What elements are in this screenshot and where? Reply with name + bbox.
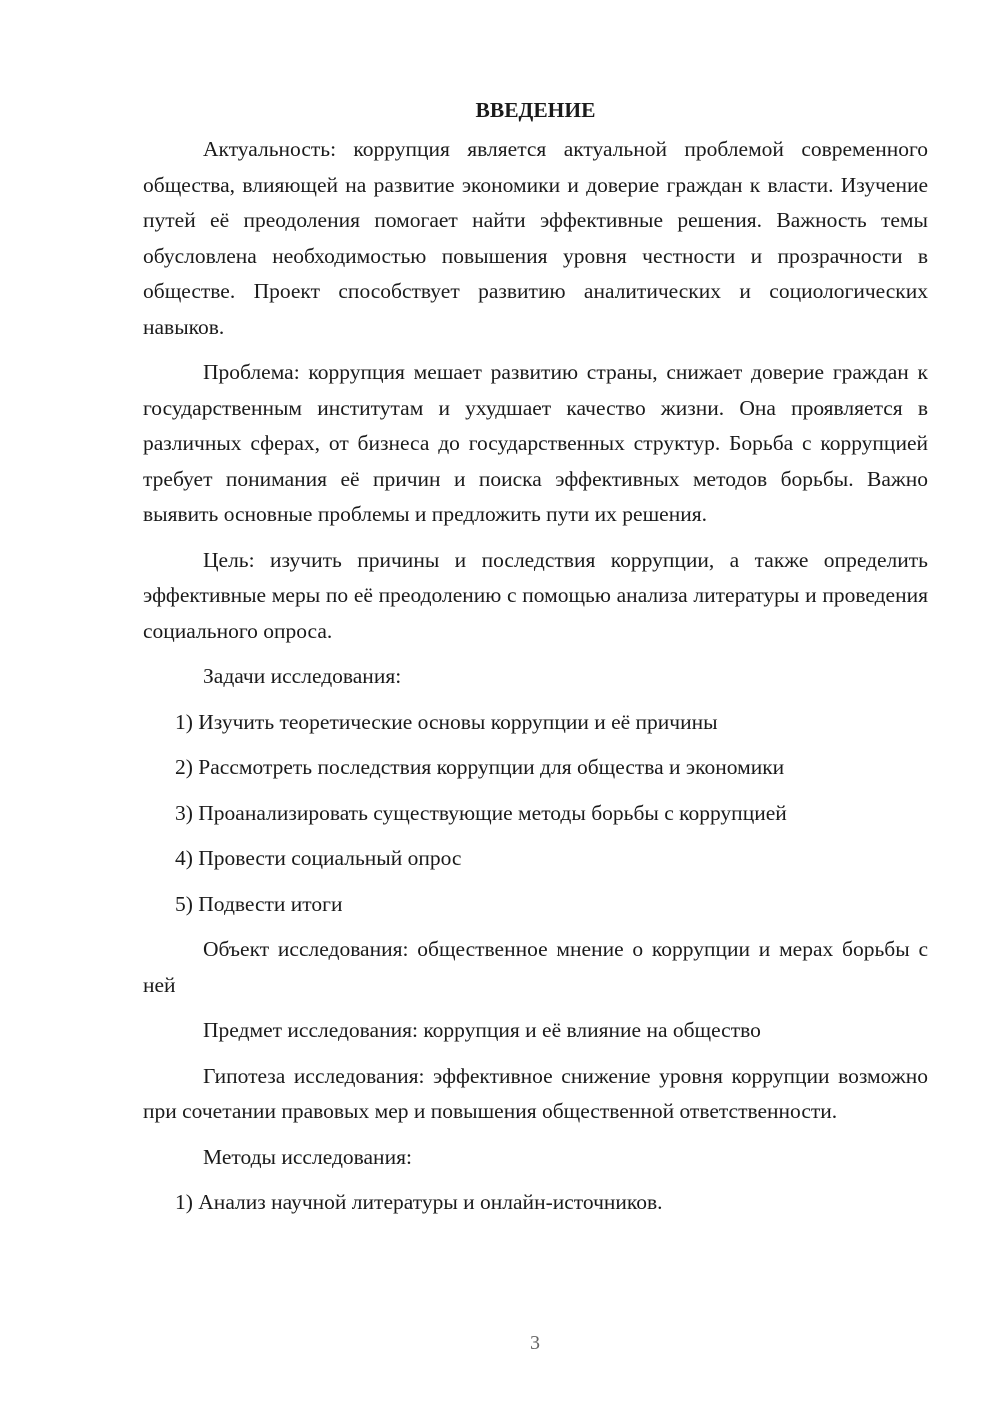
list-item: 5) Подвести итоги (175, 891, 343, 916)
subject-paragraph: Предмет исследования: коррупция и её влияние на общество (203, 1018, 761, 1042)
object-paragraph: Объект исследования: общественное мнение о коррупции и мерах борьбы с ней (143, 937, 928, 997)
list-item: 3) Проанализировать существующие методы борьбы с коррупцией (175, 800, 787, 825)
methods-heading: Методы исследования: (203, 1144, 412, 1169)
hypothesis-paragraph: Гипотеза исследования: эффективное снижение уровня коррупции возможно при сочетании правовых мер и повышения общественной ответственности. (143, 1063, 928, 1123)
list-item: 1) Анализ научной литературы и онлайн-источников. (175, 1190, 663, 1214)
tasks-list (143, 705, 928, 923)
page-number: 3 (530, 1332, 540, 1354)
document-page (143, 95, 928, 1231)
list-item: 1) Изучить теоретические основы коррупции и её причины (175, 709, 718, 734)
tasks-heading: Задачи исследования: (203, 664, 402, 688)
page-title: ВВЕДЕНИЕ (475, 98, 596, 122)
list-item: 2) Рассмотреть последствия коррупции для общества и экономики (175, 755, 785, 779)
list-item: 4) Провести социальный опрос (175, 846, 462, 870)
methods-list (143, 1185, 928, 1221)
goal-paragraph: Цель: изучить причины и последствия коррупции, а также определить эффективные меры по её преодолению с помощью анализа литературы и проведения социального опроса. (143, 547, 928, 643)
problem-paragraph: Проблема: коррупция мешает развитию страны, снижает доверие граждан к государственным институтам и ухудшает качество жизни. Она проявляется в различных сферах, от бизнеса до государственных структур. Борьба с коррупцией требует понимания её причин и поиска эффективных методов борьбы. Важно выявить основные проблемы и предложить пути их решения. (143, 360, 928, 526)
relevance-paragraph: Актуальность: коррупция является актуальной проблемой современного общества, влияющей на развитие экономики и доверие граждан к власти. Изучение путей её преодоления помогает найти эффективные решения. Важность темы обусловлена необходимостью повышения уровня честности и прозрачности в обществе. Проект способствует развитию аналитических и социологических навыков. (143, 137, 928, 339)
